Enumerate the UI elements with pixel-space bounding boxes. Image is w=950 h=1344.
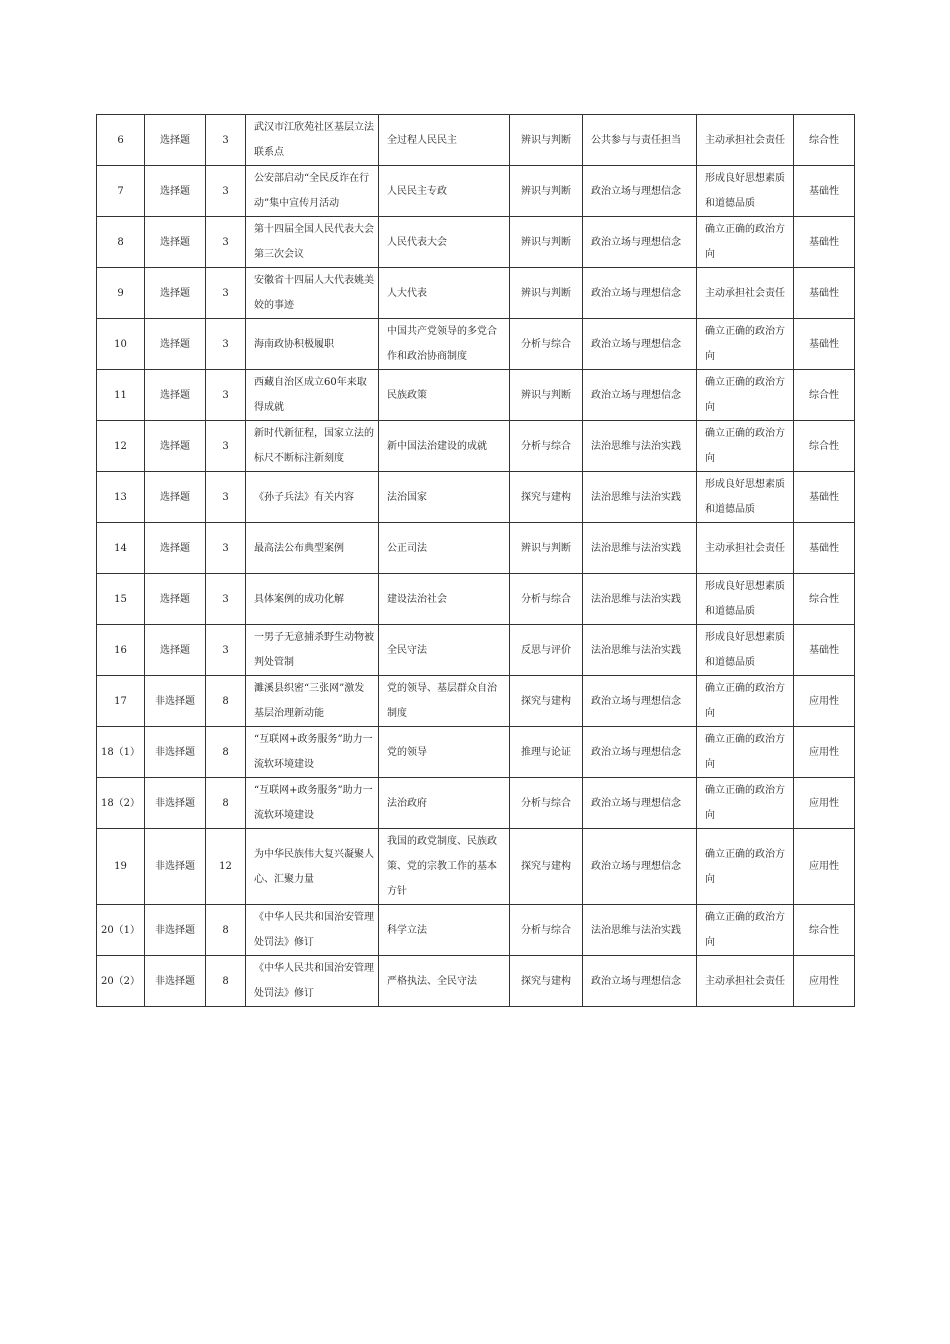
table-row (97, 523, 855, 574)
cell-number: 19 (97, 829, 145, 905)
cell-ability: 探究与建构 (510, 472, 583, 523)
cell-ability: 分析与综合 (510, 778, 583, 829)
cell-type: 选择题 (145, 115, 206, 166)
cell-score: 8 (206, 676, 246, 727)
cell-level: 综合性 (794, 115, 855, 166)
cell-type: 选择题 (145, 217, 206, 268)
table-row (97, 319, 855, 370)
cell-score: 3 (206, 319, 246, 370)
cell-knowledge: 法治政府 (379, 778, 510, 829)
cell-literacy: 政治立场与理想信念 (583, 319, 697, 370)
cell-knowledge: 全过程人民民主 (379, 115, 510, 166)
table-row (97, 727, 855, 778)
cell-ability: 辨识与判断 (510, 115, 583, 166)
cell-knowledge: 中国共产党领导的多党合作和政治协商制度 (379, 319, 510, 370)
cell-level: 应用性 (794, 778, 855, 829)
cell-ability: 反思与评价 (510, 625, 583, 676)
cell-ability: 探究与建构 (510, 829, 583, 905)
cell-level: 综合性 (794, 421, 855, 472)
cell-knowledge: 法治国家 (379, 472, 510, 523)
table-row (97, 217, 855, 268)
cell-goal: 主动承担社会责任 (697, 523, 794, 574)
cell-score: 3 (206, 166, 246, 217)
cell-knowledge: 新中国法治建设的成就 (379, 421, 510, 472)
cell-goal: 主动承担社会责任 (697, 268, 794, 319)
cell-literacy: 法治思维与法治实践 (583, 905, 697, 956)
cell-material: 具体案例的成功化解 (246, 574, 379, 625)
cell-material: 濉溪县织密“三张网”激发基层治理新动能 (246, 676, 379, 727)
cell-material: 《中华人民共和国治安管理处罚法》修订 (246, 905, 379, 956)
cell-goal: 确立正确的政治方向 (697, 727, 794, 778)
cell-ability: 推理与论证 (510, 727, 583, 778)
cell-material: 为中华民族伟大复兴凝聚人心、汇聚力量 (246, 829, 379, 905)
cell-number: 6 (97, 115, 145, 166)
cell-goal: 形成良好思想素质和道德品质 (697, 625, 794, 676)
cell-knowledge: 民族政策 (379, 370, 510, 421)
cell-literacy: 公共参与与责任担当 (583, 115, 697, 166)
cell-score: 3 (206, 421, 246, 472)
cell-material: 公安部启动“全民反诈在行动”集中宣传月活动 (246, 166, 379, 217)
cell-ability: 辨识与判断 (510, 166, 583, 217)
cell-score: 3 (206, 268, 246, 319)
cell-goal: 确立正确的政治方向 (697, 421, 794, 472)
cell-score: 12 (206, 829, 246, 905)
cell-material: 一男子无意捕杀野生动物被判处管制 (246, 625, 379, 676)
cell-goal: 主动承担社会责任 (697, 956, 794, 1007)
cell-number: 10 (97, 319, 145, 370)
cell-ability: 分析与综合 (510, 319, 583, 370)
cell-material: 西藏自治区成立60年来取得成就 (246, 370, 379, 421)
cell-score: 3 (206, 217, 246, 268)
cell-ability: 分析与综合 (510, 574, 583, 625)
cell-material: 海南政协积极履职 (246, 319, 379, 370)
cell-ability: 辨识与判断 (510, 268, 583, 319)
table-row (97, 370, 855, 421)
cell-knowledge: 建设法治社会 (379, 574, 510, 625)
cell-literacy: 政治立场与理想信念 (583, 676, 697, 727)
cell-literacy: 政治立场与理想信念 (583, 268, 697, 319)
table-row (97, 676, 855, 727)
cell-goal: 确立正确的政治方向 (697, 319, 794, 370)
cell-number: 17 (97, 676, 145, 727)
cell-number: 9 (97, 268, 145, 319)
cell-ability: 分析与综合 (510, 905, 583, 956)
cell-knowledge: 全民守法 (379, 625, 510, 676)
spec-table (96, 114, 855, 1007)
cell-number: 16 (97, 625, 145, 676)
cell-literacy: 政治立场与理想信念 (583, 370, 697, 421)
table-row (97, 905, 855, 956)
cell-score: 3 (206, 574, 246, 625)
cell-level: 综合性 (794, 370, 855, 421)
cell-level: 应用性 (794, 676, 855, 727)
cell-type: 选择题 (145, 166, 206, 217)
cell-literacy: 法治思维与法治实践 (583, 574, 697, 625)
cell-type: 选择题 (145, 472, 206, 523)
cell-level: 应用性 (794, 956, 855, 1007)
cell-number: 15 (97, 574, 145, 625)
cell-number: 18（1） (97, 727, 145, 778)
table-row (97, 778, 855, 829)
cell-knowledge: 党的领导、基层群众自治制度 (379, 676, 510, 727)
cell-knowledge: 我国的政党制度、民族政策、党的宗教工作的基本方针 (379, 829, 510, 905)
cell-type: 非选择题 (145, 956, 206, 1007)
cell-literacy: 法治思维与法治实践 (583, 625, 697, 676)
cell-literacy: 政治立场与理想信念 (583, 727, 697, 778)
cell-level: 基础性 (794, 523, 855, 574)
cell-goal: 确立正确的政治方向 (697, 370, 794, 421)
cell-goal: 确立正确的政治方向 (697, 829, 794, 905)
cell-level: 基础性 (794, 472, 855, 523)
cell-level: 基础性 (794, 319, 855, 370)
cell-ability: 探究与建构 (510, 956, 583, 1007)
cell-level: 基础性 (794, 268, 855, 319)
cell-goal: 确立正确的政治方向 (697, 778, 794, 829)
spec-table-body (97, 115, 855, 1007)
cell-ability: 辨识与判断 (510, 370, 583, 421)
cell-type: 非选择题 (145, 727, 206, 778)
cell-ability: 分析与综合 (510, 421, 583, 472)
cell-score: 3 (206, 523, 246, 574)
cell-number: 8 (97, 217, 145, 268)
cell-number: 14 (97, 523, 145, 574)
cell-material: “互联网+政务服务”助力一流软环境建设 (246, 778, 379, 829)
cell-number: 20（2） (97, 956, 145, 1007)
cell-level: 应用性 (794, 727, 855, 778)
cell-literacy: 法治思维与法治实践 (583, 472, 697, 523)
cell-number: 7 (97, 166, 145, 217)
cell-goal: 主动承担社会责任 (697, 115, 794, 166)
table-row (97, 956, 855, 1007)
cell-material: 安徽省十四届人大代表姚美姣的事迹 (246, 268, 379, 319)
cell-knowledge: 人民代表大会 (379, 217, 510, 268)
cell-type: 非选择题 (145, 905, 206, 956)
cell-type: 选择题 (145, 370, 206, 421)
cell-score: 8 (206, 956, 246, 1007)
cell-type: 选择题 (145, 574, 206, 625)
cell-knowledge: 党的领导 (379, 727, 510, 778)
cell-literacy: 法治思维与法治实践 (583, 421, 697, 472)
cell-material: 《中华人民共和国治安管理处罚法》修订 (246, 956, 379, 1007)
cell-score: 8 (206, 778, 246, 829)
cell-score: 3 (206, 472, 246, 523)
cell-knowledge: 人大代表 (379, 268, 510, 319)
cell-literacy: 政治立场与理想信念 (583, 956, 697, 1007)
cell-material: 最高法公布典型案例 (246, 523, 379, 574)
cell-level: 基础性 (794, 166, 855, 217)
cell-score: 8 (206, 727, 246, 778)
cell-literacy: 政治立场与理想信念 (583, 778, 697, 829)
cell-goal: 形成良好思想素质和道德品质 (697, 472, 794, 523)
table-row (97, 421, 855, 472)
table-row (97, 472, 855, 523)
cell-material: 第十四届全国人民代表大会第三次会议 (246, 217, 379, 268)
cell-material: 武汉市江欣苑社区基层立法联系点 (246, 115, 379, 166)
cell-type: 非选择题 (145, 778, 206, 829)
cell-type: 选择题 (145, 625, 206, 676)
cell-type: 非选择题 (145, 676, 206, 727)
cell-score: 3 (206, 115, 246, 166)
cell-goal: 确立正确的政治方向 (697, 217, 794, 268)
cell-type: 非选择题 (145, 829, 206, 905)
cell-type: 选择题 (145, 268, 206, 319)
cell-goal: 形成良好思想素质和道德品质 (697, 574, 794, 625)
cell-type: 选择题 (145, 523, 206, 574)
cell-level: 基础性 (794, 625, 855, 676)
cell-literacy: 政治立场与理想信念 (583, 166, 697, 217)
cell-level: 基础性 (794, 217, 855, 268)
cell-type: 选择题 (145, 319, 206, 370)
cell-level: 综合性 (794, 574, 855, 625)
table-row (97, 115, 855, 166)
cell-knowledge: 科学立法 (379, 905, 510, 956)
cell-knowledge: 公正司法 (379, 523, 510, 574)
cell-literacy: 政治立场与理想信念 (583, 217, 697, 268)
table-row (97, 268, 855, 319)
table-row (97, 166, 855, 217)
cell-goal: 确立正确的政治方向 (697, 905, 794, 956)
cell-number: 11 (97, 370, 145, 421)
cell-level: 应用性 (794, 829, 855, 905)
cell-goal: 形成良好思想素质和道德品质 (697, 166, 794, 217)
cell-number: 18（2） (97, 778, 145, 829)
cell-number: 12 (97, 421, 145, 472)
cell-knowledge: 严格执法、全民守法 (379, 956, 510, 1007)
cell-material: “互联网+政务服务”助力一流软环境建设 (246, 727, 379, 778)
cell-number: 13 (97, 472, 145, 523)
cell-ability: 辨识与判断 (510, 217, 583, 268)
cell-number: 20（1） (97, 905, 145, 956)
cell-literacy: 政治立场与理想信念 (583, 829, 697, 905)
cell-score: 3 (206, 625, 246, 676)
table-row (97, 829, 855, 905)
table-row (97, 574, 855, 625)
cell-score: 8 (206, 905, 246, 956)
cell-literacy: 法治思维与法治实践 (583, 523, 697, 574)
cell-ability: 探究与建构 (510, 676, 583, 727)
cell-type: 选择题 (145, 421, 206, 472)
cell-score: 3 (206, 370, 246, 421)
cell-knowledge: 人民民主专政 (379, 166, 510, 217)
cell-material: 《孙子兵法》有关内容 (246, 472, 379, 523)
table-row (97, 625, 855, 676)
cell-ability: 辨识与判断 (510, 523, 583, 574)
cell-level: 综合性 (794, 905, 855, 956)
cell-material: 新时代新征程，国家立法的标尺不断标注新刻度 (246, 421, 379, 472)
cell-goal: 确立正确的政治方向 (697, 676, 794, 727)
